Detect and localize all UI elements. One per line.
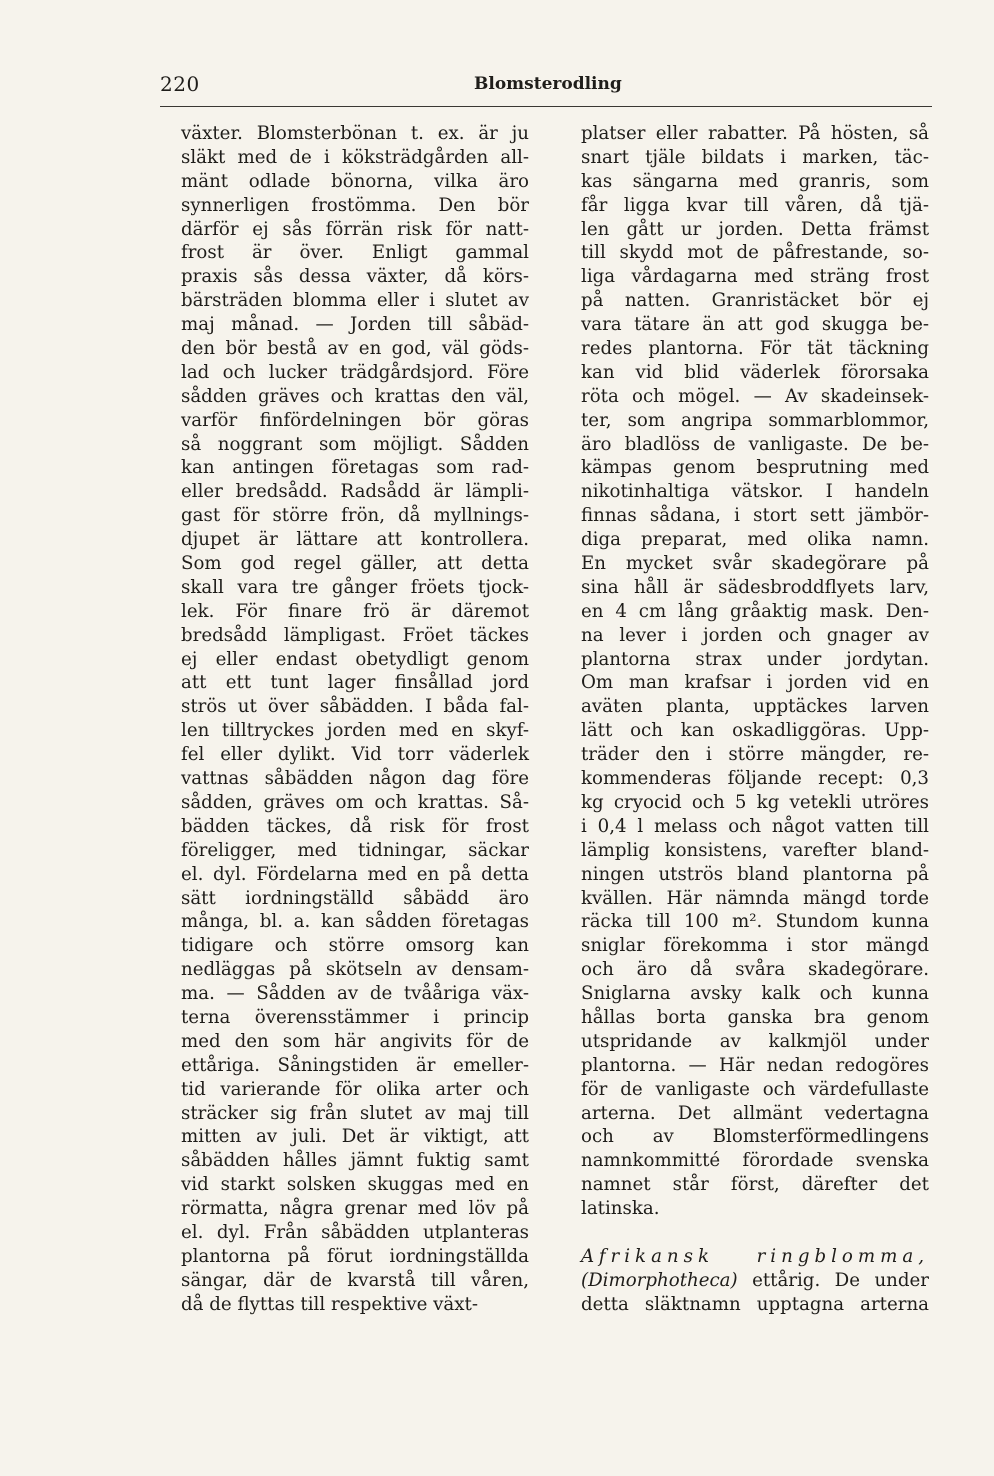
text-line: En mycket svår skadegörare på	[581, 553, 929, 575]
text-line: plantorna på förut iordningställda	[181, 1245, 529, 1267]
text-line: sträcker sig från slutet av maj till	[181, 1102, 529, 1124]
text-line: latinska.	[581, 1198, 660, 1220]
text-line: ettåriga. Såningstiden är emeller-	[181, 1054, 529, 1076]
text-line: kvällen. Här nämnda mängd torde	[581, 887, 929, 909]
text-line: mänt odlade bönorna, vilka äro	[181, 170, 529, 192]
text-line: diga preparat, med olika namn.	[581, 529, 929, 551]
text-line: synnerligen frostömma. Den bör	[181, 194, 529, 216]
text-line: platser eller rabatter. På hösten, så	[581, 123, 929, 144]
right-column	[581, 122, 929, 1317]
text-line: räcka till 100 m². Stundom kunna	[581, 911, 929, 933]
text-line: på natten. Granristäcket bör ej	[581, 290, 929, 312]
text-line: kas sängarna med granris, som	[581, 170, 929, 192]
text-line: så noggrant som möjligt. Sådden	[181, 433, 529, 455]
text-line: bredsådd lämpligast. Fröet täckes	[181, 624, 529, 646]
text-line: lad och lucker trädgårdsjord. Före	[181, 361, 529, 383]
text-line: namnet står först, därefter det	[581, 1174, 929, 1196]
text-line: tidigare och större omsorg kan	[181, 935, 529, 957]
text-line: såbädden hålles jämnt fuktig samt	[181, 1150, 529, 1172]
text-line: träder den i större mängder, re-	[581, 744, 929, 766]
text-line: en 4 cm lång gråaktig mask. Den-	[581, 600, 929, 622]
text-line: redes plantorna. För tät täckning	[581, 338, 929, 360]
text-line: till skydd mot de påfrestande, so-	[581, 242, 929, 264]
entry-name-part1: Afrikansk	[581, 1245, 714, 1267]
header-rule	[160, 106, 932, 107]
text-line: gast för större frön, då myllnings-	[181, 505, 529, 527]
text-line: sina håll är sädesbroddflyets larv,	[581, 576, 929, 598]
text-line: bärsträden blomma eller i slutet av	[181, 290, 529, 312]
text-line: lek. För finare frö är däremot	[181, 600, 529, 622]
text-line: aväten planta, upptäckes larven	[581, 696, 929, 718]
text-line: Som god regel gäller, att detta	[181, 553, 529, 575]
text-line: maj månad. — Jorden till såbäd-	[181, 314, 529, 336]
text-line: bädden täckes, då risk för frost	[181, 815, 529, 837]
text-line: för de vanligaste och värdefullaste	[581, 1078, 929, 1100]
text-line: snart tjäle bildats i marken, täc-	[581, 146, 929, 168]
text-line: nikotinhaltiga vätskor. I handeln	[581, 481, 929, 503]
text-line: plantorna. — Här nedan redogöres	[581, 1054, 929, 1076]
text-line: kan antingen företagas som rad-	[181, 457, 529, 479]
text-line: ningen utströs bland plantorna på	[581, 863, 929, 885]
entry-latin-name: (Dimorphotheca)	[581, 1269, 738, 1291]
text-line: äro bladlöss de vanligaste. De be-	[581, 433, 929, 455]
text-line: i 0,4 l melass och något vatten till	[581, 815, 929, 837]
text-line: lämplig konsistens, varefter bland-	[581, 839, 929, 861]
text-line: Om man krafsar i jorden vid en	[581, 672, 929, 694]
entry-text-line: detta släktnamn upptagna arterna	[581, 1293, 929, 1315]
paragraph-gap	[581, 1221, 929, 1245]
entry-text: ettårig. De under	[752, 1269, 929, 1291]
text-line: tid varierande för olika arter och	[181, 1078, 529, 1100]
text-line: föreligger, med tidningar, säckar	[181, 839, 529, 861]
text-line: hållas borta ganska bra genom	[581, 1006, 929, 1028]
text-line: att ett tunt lager finsållad jord	[181, 672, 529, 694]
text-line: vattnas såbädden någon dag före	[181, 768, 529, 790]
text-line: kan vid blid väderlek förorsaka	[581, 361, 929, 383]
text-line: med den som här angivits för de	[181, 1030, 529, 1052]
text-line: liga vårdagarna med sträng frost	[581, 266, 929, 288]
text-line: och äro då svåra skadegörare.	[581, 959, 929, 981]
text-line: därför ej sås förrän risk för natt-	[181, 218, 529, 240]
text-line: släkt med de i köksträdgården all-	[181, 146, 529, 168]
text-line: strös ut över såbädden. I båda fal-	[181, 696, 529, 718]
text-line: terna överensstämmer i princip	[181, 1006, 529, 1028]
text-line: el. dyl. Från såbädden utplanteras	[181, 1221, 529, 1243]
text-line: och av Blomsterförmedlingens	[581, 1126, 929, 1148]
text-line: namnkommitté förordade svenska	[581, 1150, 929, 1172]
text-line: len gått ur jorden. Detta främst	[581, 218, 929, 240]
entry-heading-line	[581, 1245, 929, 1269]
text-line: växter. Blomsterbönan t. ex. är ju	[181, 123, 529, 144]
text-line: får ligga kvar till våren, då tjä-	[581, 194, 929, 216]
text-line: röta och mögel. — Av skadeinsek-	[581, 385, 929, 407]
text-line: Sniglarna avsky kalk och kunna	[581, 983, 929, 1005]
text-line: rörmatta, några grenar med löv på	[181, 1198, 529, 1220]
text-line: arterna. Det allmänt vedertagna	[581, 1102, 929, 1124]
text-line: ma. — Sådden av de tvååriga väx-	[181, 983, 529, 1005]
entry-name-part2: ringblomma,	[756, 1245, 929, 1267]
text-line: kg cryocid och 5 kg vetekli utröres	[581, 791, 929, 813]
text-line: kommenderas följande recept: 0,3	[581, 768, 929, 790]
text-line: sängar, där de kvarstå till våren,	[181, 1269, 529, 1291]
running-head: Blomsterodling	[474, 74, 622, 94]
text-line: mitten av juli. Det är viktigt, att	[181, 1126, 529, 1148]
page-number: 220	[160, 72, 200, 96]
text-line: vara tätare än att god skugga be-	[581, 314, 929, 336]
text-line: na lever i jorden och gnager av	[581, 624, 929, 646]
text-line: plantorna strax under jordytan.	[581, 648, 929, 670]
text-line: praxis sås dessa växter, då körs-	[181, 266, 529, 288]
left-column	[181, 122, 529, 1317]
text-line: sådden gräves och krattas den väl,	[181, 385, 529, 407]
text-line: sätt iordningställd såbädd äro	[181, 887, 529, 909]
text-line: många, bl. a. kan sådden företagas	[181, 911, 529, 933]
text-line: kämpas genom besprutning med	[581, 457, 929, 479]
text-line: då de flyttas till respektive växt-	[181, 1293, 478, 1315]
text-line: varför finfördelningen bör göras	[181, 409, 529, 431]
text-line: vid starkt solsken skuggas med en	[181, 1174, 529, 1196]
text-line: sniglar förekomma i stor mängd	[581, 935, 929, 957]
text-line: eller bredsådd. Radsådd är lämpli-	[181, 481, 529, 503]
text-line: el. dyl. Fördelarna med en på detta	[181, 863, 529, 885]
entry-latin-line	[581, 1269, 929, 1293]
text-line: frost är över. Enligt gammal	[181, 242, 529, 264]
text-line: sådden, gräves om och krattas. Så-	[181, 791, 529, 813]
text-line: den bör bestå av en god, väl göds-	[181, 338, 529, 360]
text-line: len tilltryckes jorden med en skyf-	[181, 720, 529, 742]
text-line: utspridande av kalkmjöl under	[581, 1030, 929, 1052]
text-line: fel eller dylikt. Vid torr väderlek	[181, 744, 529, 766]
text-line: finnas sådana, i stort sett jämbör-	[581, 505, 929, 527]
text-line: nedläggas på skötseln av densam-	[181, 959, 529, 981]
text-line: ter, som angripa sommarblommor,	[581, 409, 929, 431]
text-line: lätt och kan oskadliggöras. Upp-	[581, 720, 929, 742]
text-line: skall vara tre gånger fröets tjock-	[181, 576, 529, 598]
text-line: ej eller endast obetydligt genom	[181, 648, 529, 670]
text-line: djupet är lättare att kontrollera.	[181, 529, 529, 551]
